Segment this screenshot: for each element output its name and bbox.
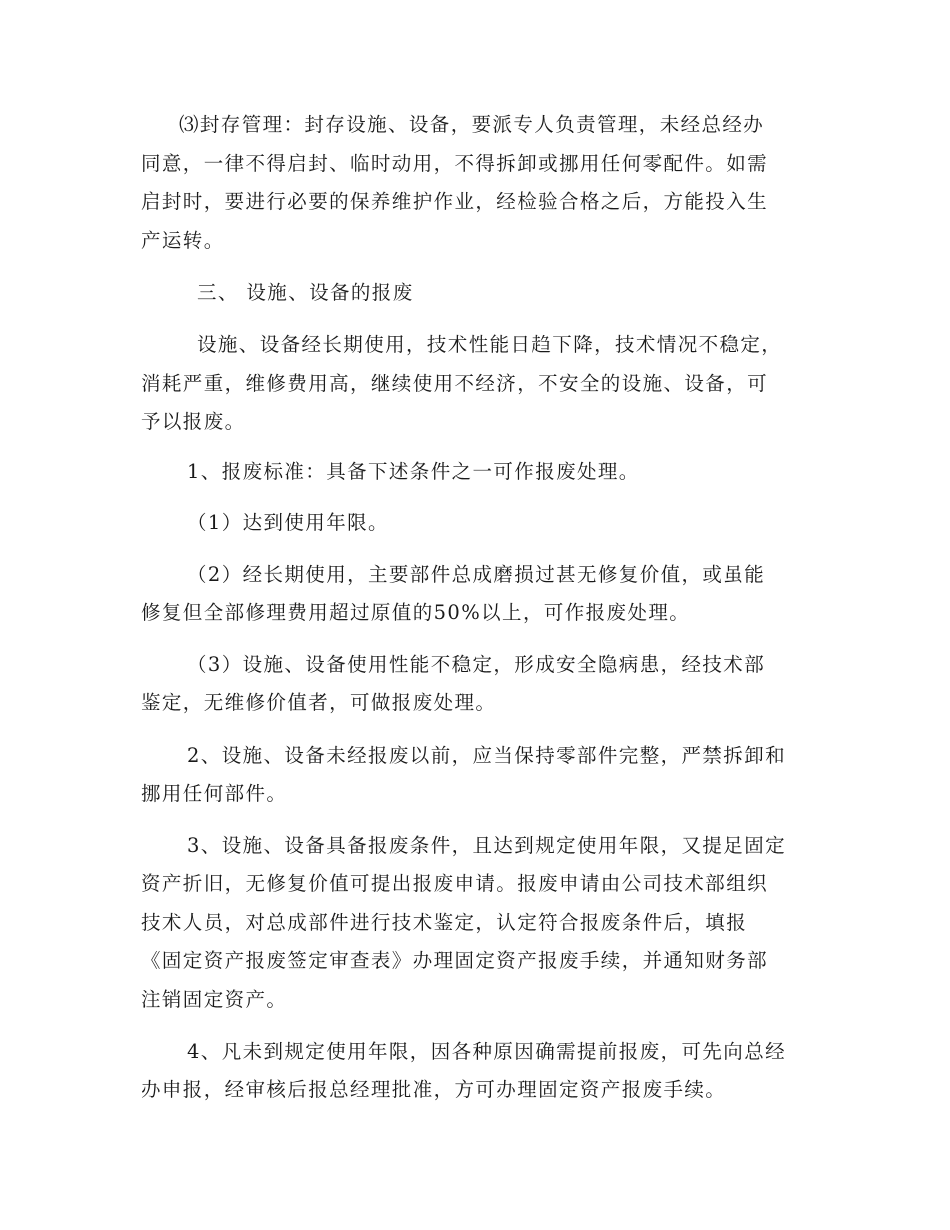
text-line: 产运转。 xyxy=(141,229,225,252)
text-line: 技术人员，对总成部件进行技术鉴定，认定符合报废条件后，填报 xyxy=(141,911,748,934)
text-line: 修复但全部修理费用超过原值的50%以上，可作报废处理。 xyxy=(141,601,691,624)
section-heading: 三、 设施、设备的报废 xyxy=(197,281,414,304)
text-line: 予以报废。 xyxy=(141,410,246,433)
text-line: 资产折旧，无修复价值可提出报废申请。报废申请由公司技术部组织 xyxy=(141,872,769,895)
text-line: 2、设施、设备未经报废以前，应当保持零部件完整，严禁拆卸和 xyxy=(187,744,787,767)
text-line: 挪用任何部件。 xyxy=(141,782,288,805)
text-line: 《固定资产报废签定审查表》办理固定资产报废手续，并通知财务部 xyxy=(141,949,769,972)
text-line: 办申报，经审核后报总经理批准，方可办理固定资产报废手续。 xyxy=(141,1078,727,1101)
text-line: 注销固定资产。 xyxy=(141,988,288,1011)
text-line: （3）设施、设备使用性能不稳定，形成安全隐病患，经技术部 xyxy=(187,653,766,676)
text-line: 启封时，要进行必要的保养维护作业，经检验合格之后，方能投入生 xyxy=(141,190,769,213)
text-line: 鉴定，无维修价值者，可做报废处理。 xyxy=(141,691,497,714)
text-line: ⑶封存管理：封存设施、设备，要派专人负责管理，未经总经办 xyxy=(179,113,765,136)
text-line: 消耗严重，维修费用高，继续使用不经济，不安全的设施、设备，可 xyxy=(141,372,769,395)
text-line: 同意，一律不得启封、临时动用，不得拆卸或挪用任何零配件。如需 xyxy=(141,152,769,175)
text-line: 设施、设备经长期使用，技术性能日趋下降，技术情况不稳定， xyxy=(197,333,783,356)
text-line: （2）经长期使用，主要部件总成磨损过甚无修复价值，或虽能 xyxy=(187,563,766,586)
text-line: 4、凡未到规定使用年限，因各种原因确需提前报废，可先向总经 xyxy=(187,1040,787,1063)
text-line: 3、设施、设备具备报废条件，且达到规定使用年限，又提足固定 xyxy=(187,834,787,857)
paragraph-scrap-standard: 1、报废标准：具备下述条件之一可作报废处理。 xyxy=(187,460,640,483)
paragraph-condition-1: （1）达到使用年限。 xyxy=(187,511,389,534)
